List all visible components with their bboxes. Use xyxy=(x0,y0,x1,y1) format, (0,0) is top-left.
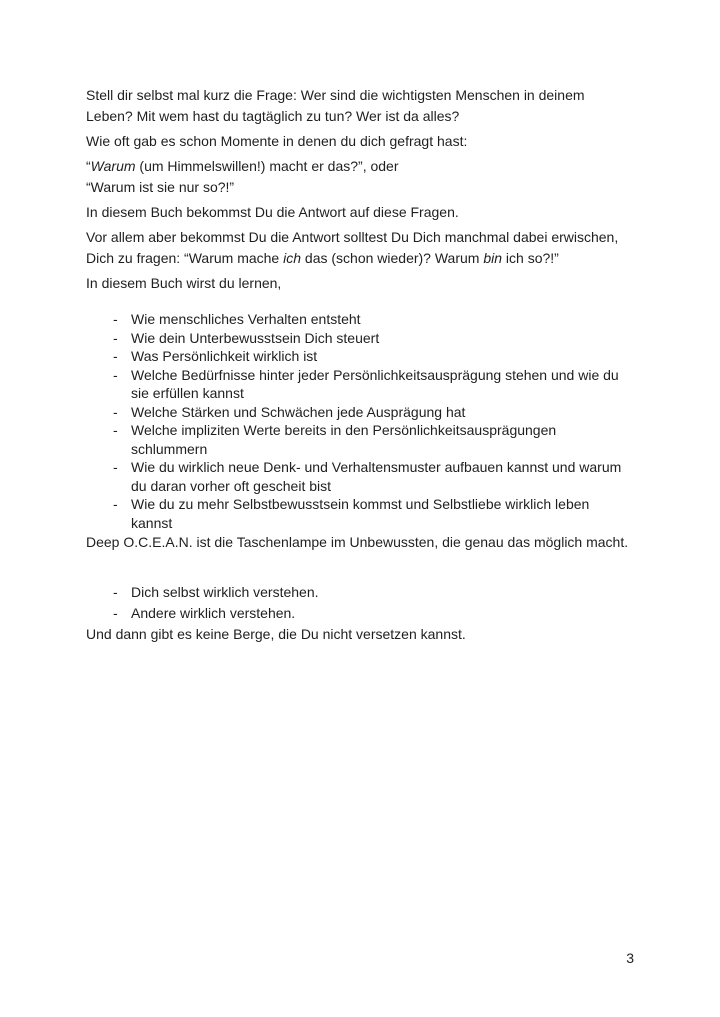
learn-list xyxy=(86,310,634,532)
list-item-text: Welche Stärken und Schwächen jede Ausprägung hat xyxy=(131,403,466,420)
paragraph-mountains: Und dann gibt es keine Berge, die Du nicht versetzen kannst. xyxy=(86,626,466,642)
paragraph-answer: In diesem Buch bekommst Du die Antwort auf diese Fragen. xyxy=(86,204,459,220)
list-item-text: Wie menschliches Verhalten entsteht xyxy=(131,311,361,327)
list-dash-marker: - xyxy=(113,496,118,512)
paragraph-intro-question: Stell dir selbst mal kurz die Frage: Wer sind die wichtigsten Menschen in deinem Leben? Mit wem hast du tagtäglich zu tun? Wer ist da alles? xyxy=(86,87,585,124)
text-segment: (um Himmelswillen!) macht er das?”, oder xyxy=(135,158,399,174)
list-item-text: Andere wirklich verstehen. xyxy=(131,605,296,621)
list-item xyxy=(86,495,634,532)
list-dash-marker: - xyxy=(113,329,118,346)
italic-text-segment: ich xyxy=(283,250,302,266)
italic-text-segment: Warum xyxy=(90,158,136,174)
list-item xyxy=(86,403,634,422)
list-item xyxy=(86,366,634,403)
text-segment: ich so?!” xyxy=(502,250,559,266)
list-item-text: Welche impliziten Werte bereits in den Persönlichkeitsausprägungen schlummern xyxy=(131,422,557,457)
list-dash-marker: - xyxy=(113,584,118,600)
list-item-text: Wie du zu mehr Selbstbewusstsein kommst und Selbstliebe wirklich leben kannst xyxy=(131,496,590,531)
list-dash-marker: - xyxy=(113,605,118,621)
list-dash-marker: - xyxy=(113,348,118,364)
list-item xyxy=(86,458,634,495)
quote-line-2: “Warum ist sie nur so?!” xyxy=(86,179,235,195)
list-item xyxy=(86,582,634,603)
list-dash-marker: - xyxy=(113,366,118,383)
list-dash-marker: - xyxy=(113,422,118,438)
list-item xyxy=(86,310,634,329)
list-item-text: Wie dein Unterbewusstsein Dich steuert xyxy=(131,329,380,346)
list-item-text: Dich selbst wirklich verstehen. xyxy=(131,584,319,600)
list-item-text: Welche Bedürfnisse hinter jeder Persönlichkeitsausprägung stehen und wie du sie erfüllen kannst xyxy=(131,366,619,401)
italic-text-segment: bin xyxy=(483,250,503,266)
text-segment: das (schon wieder)? Warum xyxy=(301,250,484,266)
list-item xyxy=(86,603,634,624)
page-number: 3 xyxy=(626,950,634,966)
list-item xyxy=(86,329,634,348)
list-item-text: Wie du wirklich neue Denk- und Verhaltensmuster aufbauen kannst und warum du daran vorher oft gescheit bist xyxy=(131,459,622,494)
list-item xyxy=(86,347,634,366)
benefit-list xyxy=(86,582,634,624)
list-dash-marker: - xyxy=(113,311,118,327)
list-dash-marker: - xyxy=(113,459,118,475)
list-item xyxy=(86,421,634,458)
text-segment: Vor allem aber bekommst Du die Antwort solltest Du Dich manchmal dabei erwischen, Dich zu fragen: “Warum mache xyxy=(86,229,619,266)
list-dash-marker: - xyxy=(113,403,118,420)
paragraph-deep-ocean: Deep O.C.E.A.N. ist die Taschenlampe im Unbewussten, die genau das möglich macht. xyxy=(86,534,629,550)
page-content xyxy=(86,85,634,649)
paragraph-moments: Wie oft gab es schon Momente in denen du dich gefragt hast: xyxy=(86,133,468,149)
paragraph-self-question xyxy=(86,227,634,269)
list-item-text: Was Persönlichkeit wirklich ist xyxy=(131,348,318,364)
quote-line-1 xyxy=(86,156,634,177)
text-segment: “ xyxy=(86,158,91,174)
paragraph-learn-intro: In diesem Buch wirst du lernen, xyxy=(86,275,282,291)
